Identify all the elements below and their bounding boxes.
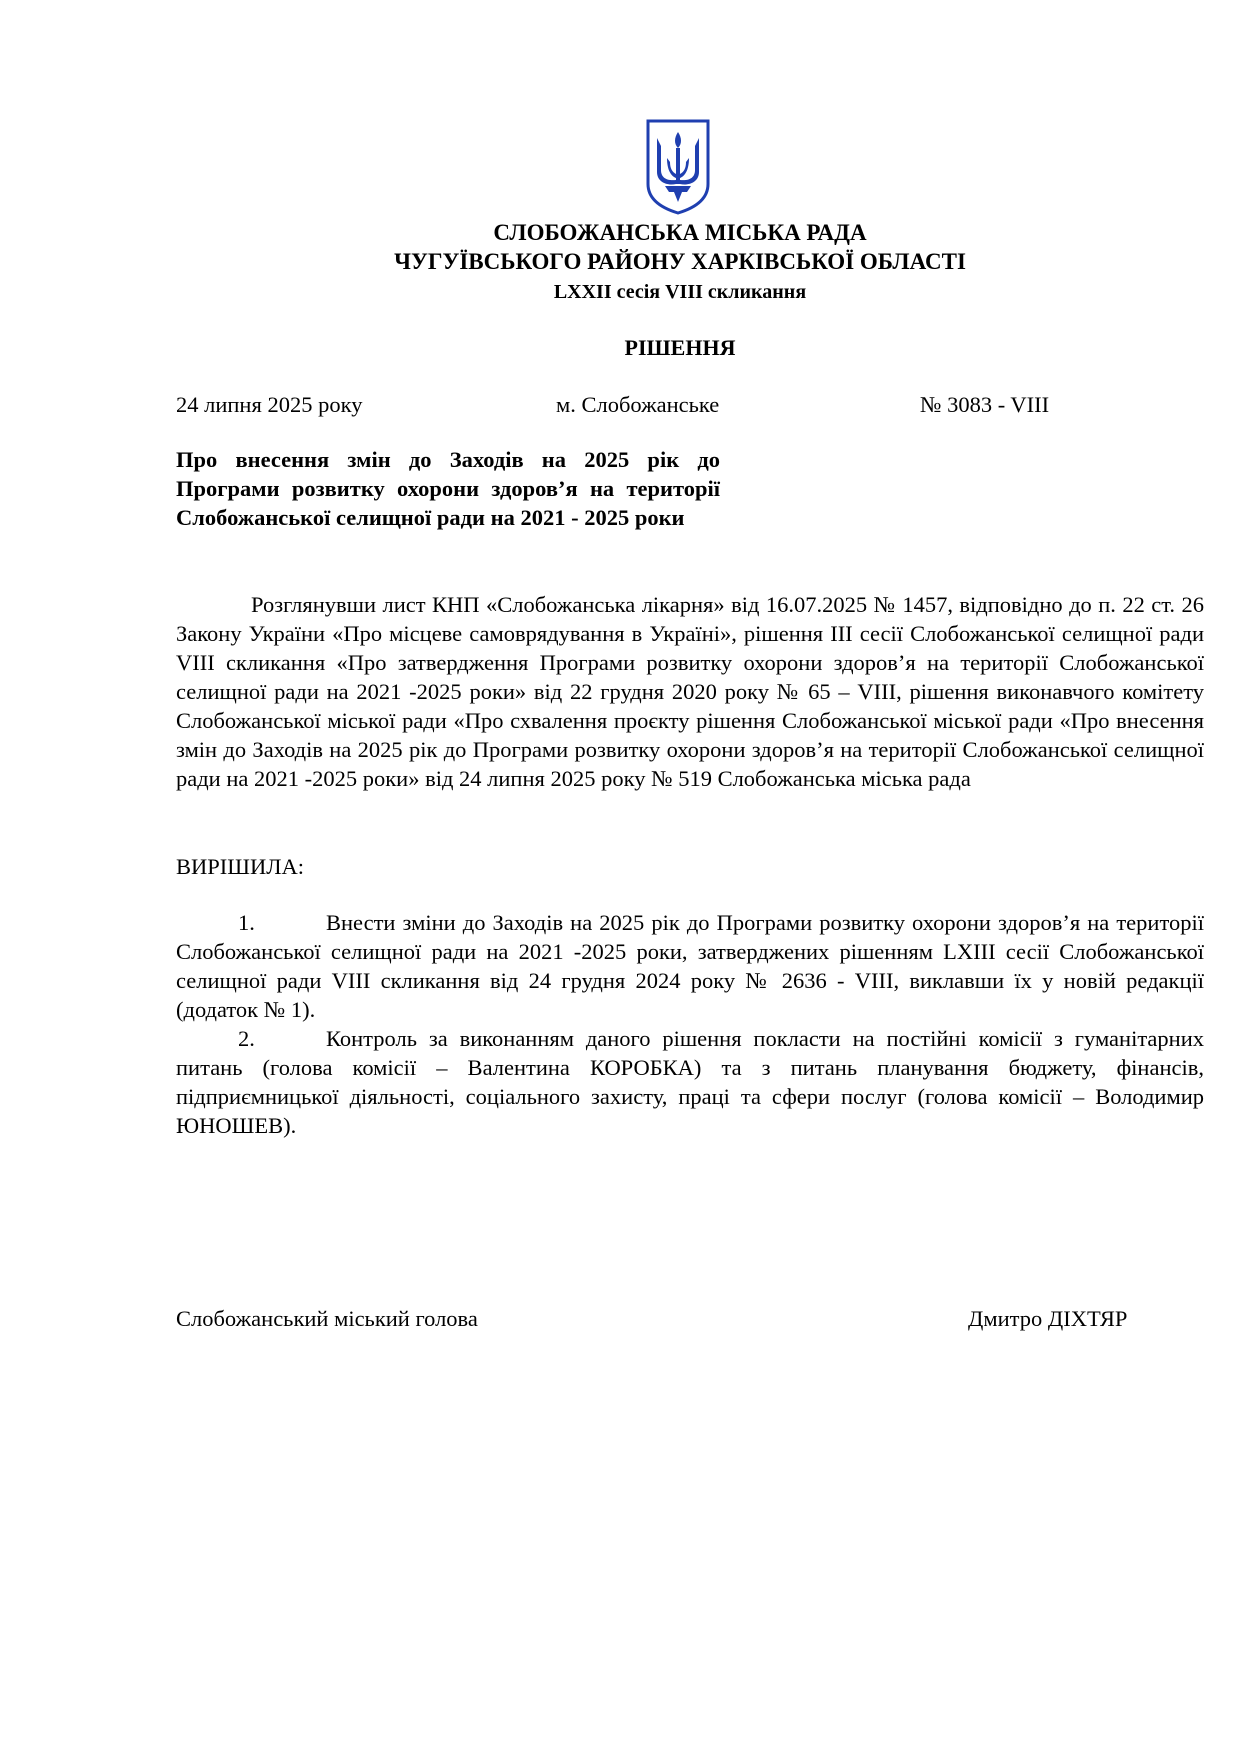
- decision-number: № 3083 - VIII: [920, 392, 1050, 417]
- list-item: [176, 908, 1204, 1024]
- preamble-paragraph: Розглянувши лист КНП «Слобожанська лікарня» від 16.07.2025 № 1457, відповідно до п. 22 ст. 26 Закону України «Про місцеве самоврядування в Україні», рішення ІІІ сесії Слобожанської селищної ради VIII скликання «Про затвердження Програми розвитку охорони здоров’я на території Слобожанської селищної ради на 2021 -2025 роки» від 22 грудня 2020 року № 65 – VIII, рішення виконавчого комітету Слобожанської міської ради «Про схвалення проєкту рішення Слобожанської міської ради «Про внесення змін до Заходів на 2025 рік до Програми розвитку охорони здоров’я на території Слобожанської селищної ради на 2021 -2025 роки» від 24 липня 2025 року № 519 Слобожанська міська рада: [176, 592, 1204, 791]
- resolved-heading: ВИРІШИЛА:: [176, 854, 304, 879]
- session-line: LXXII сесія VIII скликання: [553, 281, 807, 303]
- item-text: Внести зміни до Заходів на 2025 рік до Програми розвитку охорони здоров’я на території Слобожанської селищної ради на 2021 -2025 роки, затверджених рішенням LXIII сесії Слобожанської селищної ради VIII скликання від 24 грудня 2024 року № 2636 - VIII, виклавши їх у новій редакції (додаток № 1).: [176, 910, 1204, 1022]
- decision-subject: Про внесення змін до Заходів на 2025 рік до Програми розвитку охорони здоров’я на території Слобожанської селищної ради на 2021 - 2025 роки: [176, 447, 720, 530]
- signatory-name: Дмитро ДІХТЯР: [968, 1306, 1128, 1331]
- list-item: [176, 1024, 1204, 1140]
- document-type: РІШЕННЯ: [624, 335, 736, 360]
- council-name: СЛОБОЖАНСЬКА МІСЬКА РАДА: [493, 220, 867, 245]
- decision-place: м. Слобожанське: [556, 392, 720, 417]
- signatory-position: Слобожанський міський голова: [176, 1306, 478, 1331]
- district-name: ЧУГУЇВСЬКОГО РАЙОНУ ХАРКІВСЬКОЇ ОБЛАСТІ: [394, 249, 966, 274]
- decision-date: 24 липня 2025 року: [176, 392, 363, 417]
- item-number: 2.: [238, 1026, 255, 1051]
- item-text: Контроль за виконанням даного рішення покласти на постійні комісії з гуманітарних питань (голова комісії – Валентина КОРОБКА) та з питань планування бюджету, фінансів, підприємницької діяльності, соціального захисту, праці та сфери послуг (голова комісії – Володимир ЮНОШЕВ).: [176, 1026, 1204, 1138]
- item-number: 1.: [238, 910, 255, 935]
- trident-emblem-icon: [645, 118, 711, 216]
